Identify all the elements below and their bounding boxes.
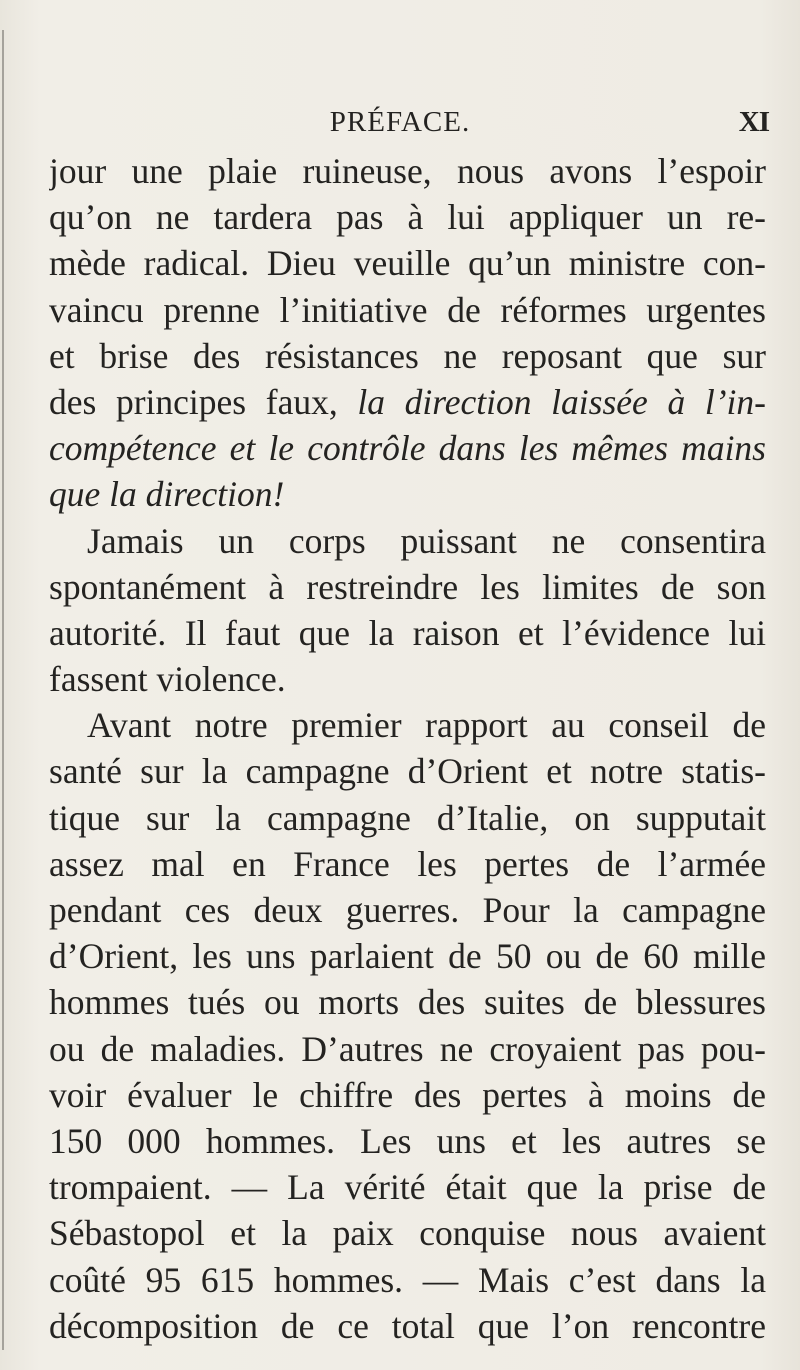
text-line: et brise des résistances ne reposant que sur — [49, 335, 766, 376]
text-line-mixed — [49, 379, 766, 425]
text-line: autorité. Il faut que la raison et l’évidence lui — [49, 612, 766, 653]
running-head — [0, 102, 800, 142]
text-line: qu’on ne tardera pas à lui appliquer un re- — [49, 197, 766, 238]
text-line: trompaient. — La vérité était que la prise de — [49, 1167, 766, 1208]
text-line-italic: que la direction! — [49, 474, 285, 515]
running-title: PRÉFACE. — [329, 106, 471, 138]
text-line: mède radical. Dieu veuille qu’un ministre con- — [49, 243, 766, 284]
text-line: santé sur la campagne d’Orient et notre statis- — [49, 751, 766, 792]
text-line: pendant ces deux guerres. Pour la campagne — [49, 890, 766, 930]
text-line: d’Orient, les uns parlaient de 50 ou de 60 mille — [49, 936, 766, 977]
text-line: assez mal en France les pertes de l’armée — [49, 843, 766, 884]
text-line: 150 000 hommes. Les uns et les autres se — [49, 1120, 766, 1161]
text-italic: la direction laissée à l’in- — [357, 381, 766, 422]
text-line: coûté 95 615 hommes. — Mais c’est dans la — [49, 1259, 766, 1300]
text-line-italic: compétence et le contrôle dans les mêmes mains — [49, 428, 766, 469]
text-line: spontanément à restreindre les limites de son — [49, 566, 766, 607]
text-line: tique sur la campagne d’Italie, on supputait — [49, 797, 766, 838]
body-text — [49, 148, 766, 1349]
text-line: voir évaluer le chiffre des pertes à moins de — [49, 1074, 766, 1115]
text-line: ou de maladies. D’autres ne croyaient pas pou- — [49, 1028, 766, 1069]
text-line: décomposition de ce total que l’on rencontre — [49, 1305, 766, 1346]
text-line: jour une plaie ruineuse, nous avons l’espoir — [49, 151, 766, 191]
text-line: fassent violence. — [49, 659, 286, 700]
page-number: XI — [738, 106, 769, 138]
text-line: Sébastopol et la paix conquise nous avaient — [49, 1213, 766, 1254]
text-line: hommes tués ou morts des suites de blessures — [49, 982, 766, 1023]
page-edge-shadow — [2, 30, 4, 1350]
text-roman: des principes faux, — [49, 381, 358, 422]
text-line-paragraph-start: Jamais un corps puissant ne consentira — [87, 520, 766, 561]
text-line: vaincu prenne l’initiative de réformes urgentes — [49, 289, 766, 330]
text-line-paragraph-start: Avant notre premier rapport au conseil de — [87, 705, 766, 746]
